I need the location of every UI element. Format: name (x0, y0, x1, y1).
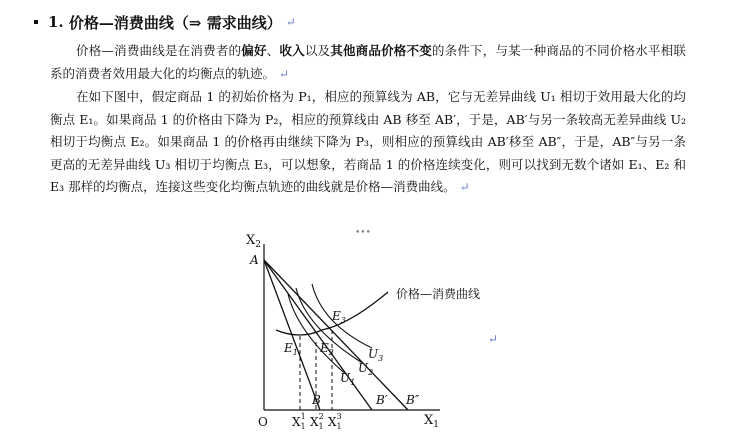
ellipsis-handle-icon: ••• (355, 228, 371, 238)
origin-label: O (258, 415, 268, 429)
U1-label: $U_1$ (340, 371, 356, 387)
budget-line-ABprime (264, 260, 372, 410)
heading-number: 1. (48, 13, 64, 31)
E3-label: $E_3$ (332, 309, 346, 325)
U2-label: $U_2$ (358, 361, 374, 377)
paragraph-definition (50, 40, 686, 85)
para1-bold-preference: 偏好 (241, 43, 267, 58)
point-A-label: A (250, 253, 259, 267)
X1-1-label: $X_11$ (292, 412, 306, 431)
point-Bprime-label: B′ (376, 393, 388, 407)
para1-text-1: 价格—消费曲线是在消费者的 (76, 43, 242, 58)
return-mark-icon: ↵ (285, 15, 296, 29)
price-consumption-curve-label: 价格—消费曲线 (396, 287, 480, 301)
para1-bold-income: 收入 (279, 43, 305, 58)
x-axis-label: $X_1$ (424, 413, 439, 430)
para1-text-4: 的条件下，与某一种商品的不同价格水平相联系的消费者效用最大化的均衡点的轨迹。 (50, 43, 686, 81)
para2-text: 在如下图中，假定商品 1 的初始价格为 P₁，相应的预算线为 AB，它与无差异曲线 U₁ 相切于效用最大化的均衡点 E₁。如果商品 1 的价格由下降为 P₂，相应的预算线由 AB 移至 AB′，于是，AB′与另一条较高无差异曲线 U₂ 相切于均衡点 E₂。如果商品 1 的价格再由继续下降为 P₃，则相应的预算线由 AB′移至 AB″，于是，AB″与另一条更高的无差异曲线 U₃ 相切于均衡点 E₃，可以想象，若商品 1 的价格连续变化，则可以找到无数个诸如 E₁、E₂ 和 E₃ 那样的均衡点，连接这些变化均衡点轨迹的曲线就是价格—消费曲线。 (50, 89, 686, 195)
bullet-icon (34, 20, 38, 24)
X1-3-label: $X_13$ (328, 412, 342, 431)
heading-title: 价格—消费曲线（⇒ 需求曲线） (68, 13, 282, 32)
para1-text-3: 以及 (304, 43, 331, 58)
price-consumption-diagram (240, 226, 480, 440)
U3-label: $U_3$ (368, 347, 384, 363)
paragraph-explanation (50, 86, 686, 199)
point-Bdoubleprime-label: B″ (406, 393, 420, 407)
E2-label: $E_2$ (320, 341, 334, 357)
budget-line-ABdoubleprime (264, 260, 408, 410)
X1-2-label: $X_12$ (310, 412, 324, 431)
para1-bold-other-prices: 其他商品价格不变 (330, 43, 432, 58)
return-mark-icon: ↵ (488, 332, 499, 346)
return-mark-icon: ↵ (459, 180, 470, 195)
section-heading (34, 10, 296, 34)
y-axis-label: $X_2$ (246, 233, 261, 250)
para1-text-2: 、 (266, 43, 280, 58)
return-mark-icon: ↵ (279, 66, 290, 81)
point-B-label: B (312, 393, 321, 407)
E1-label: $E_1$ (284, 341, 298, 357)
